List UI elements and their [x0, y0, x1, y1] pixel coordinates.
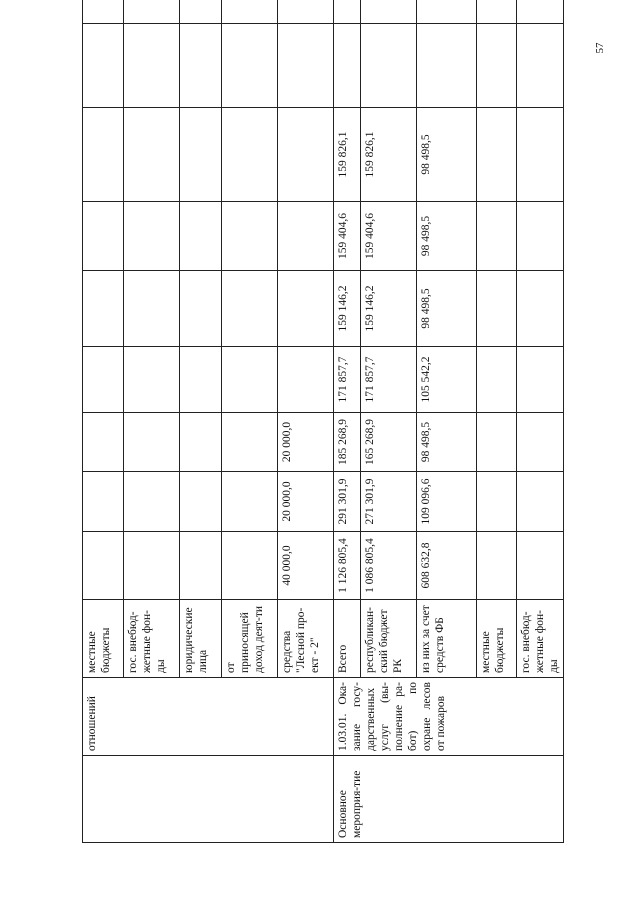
- value-cell: [278, 0, 334, 24]
- value-cell: 98 498,5: [417, 108, 477, 202]
- table-row: [83, 0, 124, 843]
- value-cell: [361, 24, 417, 108]
- value-cell: [124, 347, 180, 413]
- value-cell: [417, 24, 477, 108]
- value-cell: [477, 347, 517, 413]
- value-cell: [83, 24, 124, 108]
- funding-source-cell: местные бюджеты: [83, 600, 124, 678]
- funding-source-cell: гос. внебюд-жетные фон-ды: [517, 600, 564, 678]
- funding-source-cell: юридические лица: [180, 600, 222, 678]
- value-cell: 40 000,0: [278, 532, 334, 600]
- value-cell: [124, 24, 180, 108]
- value-cell: [222, 347, 278, 413]
- value-cell: [180, 347, 222, 413]
- budget-table: [82, 0, 564, 843]
- value-cell: [83, 413, 124, 472]
- value-cell: [222, 472, 278, 532]
- value-cell: [517, 271, 564, 347]
- value-cell: [180, 472, 222, 532]
- value-cell: [477, 413, 517, 472]
- value-cell: 185 268,9: [334, 413, 361, 472]
- value-cell: [124, 0, 180, 24]
- value-cell: [180, 24, 222, 108]
- value-cell: [83, 532, 124, 600]
- value-cell: 98 498,5: [417, 202, 477, 271]
- table-row: [334, 0, 361, 843]
- value-cell: [334, 0, 361, 24]
- value-cell: 608 632,8: [417, 532, 477, 600]
- value-cell: [517, 108, 564, 202]
- value-cell: [278, 271, 334, 347]
- page-number: 57: [594, 42, 606, 54]
- value-cell: [180, 532, 222, 600]
- value-cell: 159 826,1: [334, 108, 361, 202]
- value-cell: 159 146,2: [334, 271, 361, 347]
- funding-source-cell: республикан-ский бюджет РК: [361, 600, 417, 678]
- value-cell: [124, 532, 180, 600]
- value-cell: 159 404,6: [334, 202, 361, 271]
- value-cell: [222, 413, 278, 472]
- value-cell: [180, 202, 222, 271]
- value-cell: [477, 0, 517, 24]
- value-cell: 159 146,2: [361, 271, 417, 347]
- value-cell: [180, 271, 222, 347]
- value-cell: 1 126 805,4: [334, 532, 361, 600]
- value-cell: [222, 108, 278, 202]
- value-cell: [222, 532, 278, 600]
- value-cell: [124, 472, 180, 532]
- value-cell: [361, 0, 417, 24]
- value-cell: 98 498,5: [417, 271, 477, 347]
- value-cell: [222, 202, 278, 271]
- value-cell: 20 000,0: [278, 413, 334, 472]
- value-cell: [517, 0, 564, 24]
- value-cell: 159 826,1: [361, 108, 417, 202]
- value-cell: [83, 472, 124, 532]
- value-cell: [517, 202, 564, 271]
- value-cell: 105 542,2: [417, 347, 477, 413]
- value-cell: [124, 413, 180, 472]
- value-cell: [278, 202, 334, 271]
- responsible-fragment: отношений: [86, 696, 98, 751]
- responsible-cell: [83, 678, 334, 756]
- value-cell: [517, 347, 564, 413]
- value-cell: [83, 0, 124, 24]
- value-cell: [83, 271, 124, 347]
- value-cell: 271 301,9: [361, 472, 417, 532]
- rotated-table-wrapper: [82, 6, 560, 843]
- value-cell: [83, 202, 124, 271]
- value-cell: [477, 532, 517, 600]
- value-cell: 1 086 805,4: [361, 532, 417, 600]
- value-cell: [334, 24, 361, 108]
- value-cell: [517, 24, 564, 108]
- funding-source-cell: Всего: [334, 600, 361, 678]
- value-cell: [517, 413, 564, 472]
- value-cell: [517, 532, 564, 600]
- value-cell: [180, 0, 222, 24]
- value-cell: [124, 271, 180, 347]
- funding-source-cell: гос. внебюд-жетные фон-ды: [124, 600, 180, 678]
- value-cell: 165 268,9: [361, 413, 417, 472]
- funding-source-cell: из них за счет средств ФБ: [417, 600, 477, 678]
- value-cell: [180, 413, 222, 472]
- value-cell: [278, 347, 334, 413]
- value-cell: 171 857,7: [361, 347, 417, 413]
- value-cell: [517, 472, 564, 532]
- value-cell: [278, 24, 334, 108]
- value-cell: 20 000,0: [278, 472, 334, 532]
- value-cell: [222, 0, 278, 24]
- value-cell: [124, 108, 180, 202]
- value-cell: [180, 108, 222, 202]
- value-cell: 291 301,9: [334, 472, 361, 532]
- value-cell: [222, 24, 278, 108]
- value-cell: 98 498,5: [417, 413, 477, 472]
- value-cell: [222, 271, 278, 347]
- activity-name-cell: 1.03.01. Ока-зание госу-дарственных услуг (вы-полнение ра-бот) по охране лесов от пожаров: [334, 678, 564, 756]
- value-cell: [83, 108, 124, 202]
- value-cell: [477, 202, 517, 271]
- value-cell: [477, 472, 517, 532]
- value-cell: [124, 202, 180, 271]
- value-cell: [417, 0, 477, 24]
- funding-source-cell: местные бюджеты: [477, 600, 517, 678]
- value-cell: [477, 24, 517, 108]
- value-cell: 171 857,7: [334, 347, 361, 413]
- funding-source-cell: от приносящей доход деят-ти: [222, 600, 278, 678]
- value-cell: 109 096,6: [417, 472, 477, 532]
- value-cell: [278, 108, 334, 202]
- activity-status-cell: Основное мероприя-тие: [334, 756, 564, 843]
- value-cell: [83, 347, 124, 413]
- funding-source-cell: средства "Лесной про-ект - 2": [278, 600, 334, 678]
- value-cell: 159 404,6: [361, 202, 417, 271]
- status-cell-empty: [83, 756, 334, 843]
- value-cell: [477, 108, 517, 202]
- value-cell: [477, 271, 517, 347]
